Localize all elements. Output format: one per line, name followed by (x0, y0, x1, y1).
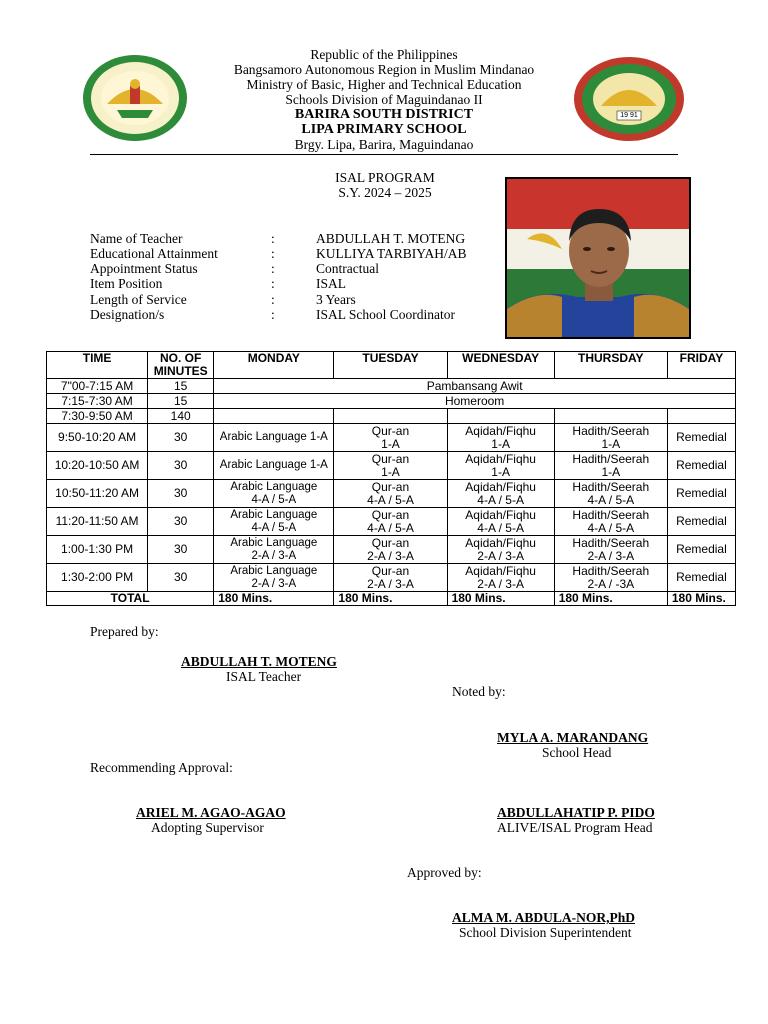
subject: Hadith/Seerah (572, 479, 650, 494)
minutes-cell: 30 (148, 508, 214, 536)
minutes-cell: 140 (148, 409, 214, 424)
section: 2-A / 3-A (477, 576, 524, 591)
section: 1-A (491, 464, 510, 479)
table-row (47, 536, 736, 564)
section: 4-A / 5-A (367, 492, 414, 507)
section: 2-A / 3-A (587, 548, 635, 563)
header-divider (90, 154, 678, 155)
total-monday: 180 Mins. (214, 592, 334, 606)
total-row (47, 592, 736, 606)
recommender-2-role: ALIVE/ISAL Program Head (497, 820, 653, 835)
empty-cell (447, 409, 554, 424)
monday-cell (214, 564, 334, 592)
thursday-cell (554, 508, 667, 536)
tuesday-cell (334, 564, 447, 592)
info-colon: : (271, 246, 275, 261)
subject: Aqidah/Fiqhu (465, 507, 536, 522)
left-school-seal (82, 54, 188, 142)
info-label-education: Educational Attainment (90, 246, 218, 261)
subject: Hadith/Seerah (572, 507, 650, 522)
subject: Qur-an (371, 479, 410, 494)
teacher-photo (505, 177, 691, 339)
info-value-designation: ISAL School Coordinator (316, 307, 455, 322)
col-header-minutes (148, 352, 214, 379)
info-label-appointment: Appointment Status (90, 261, 198, 276)
approved-by-name: ALMA M. ABDULA-NOR,PhD (452, 910, 636, 925)
approved-by-label: Approved by: (407, 865, 482, 880)
header-address: Brgy. Lipa, Barira, Maguindanao (294, 137, 474, 152)
minutes-cell: 30 (148, 536, 214, 564)
section: 2-A / 3-A (367, 576, 414, 591)
wednesday-cell (447, 508, 554, 536)
section: 1-A (491, 436, 510, 451)
minutes-cell: 30 (148, 564, 214, 592)
total-label: TOTAL (47, 592, 214, 606)
wednesday-cell (447, 536, 554, 564)
section: 4-A / 5-A (587, 520, 635, 535)
wednesday-cell (447, 424, 554, 452)
prepared-by-label: Prepared by: (90, 624, 159, 639)
time-cell: 7:30-9:50 AM (47, 409, 148, 424)
subject: Qur-an (371, 507, 410, 522)
info-colon: : (271, 307, 275, 322)
time-cell: 1:30-2:00 PM (47, 564, 148, 592)
table-row (47, 409, 736, 424)
section: 1-A (381, 464, 400, 479)
approved-by-role: School Division Superintendent (459, 925, 632, 940)
table-row (47, 424, 736, 452)
subject: Qur-an (371, 451, 410, 466)
time-cell: 7:15-7:30 AM (47, 394, 148, 409)
friday-cell: Remedial (667, 452, 735, 480)
table-header-row (47, 352, 736, 379)
subject: Hadith/Seerah (572, 535, 650, 550)
friday-cell: Remedial (667, 480, 735, 508)
header-line-republic: Republic of the Philippines (310, 47, 458, 62)
col-header-tuesday: TUESDAY (334, 352, 447, 379)
time-cell: 11:20-11:50 AM (47, 508, 148, 536)
total-tuesday: 180 Mins. (334, 592, 447, 606)
subject: Aqidah/Fiqhu (465, 535, 536, 550)
monday-cell (214, 480, 334, 508)
time-cell: 7"00-7:15 AM (47, 379, 148, 394)
section: 4-A / 5-A (251, 493, 297, 506)
program-title: ISAL PROGRAM (335, 170, 435, 185)
time-cell: 10:20-10:50 AM (47, 452, 148, 480)
time-cell: 9:50-10:20 AM (47, 424, 148, 452)
table-row (47, 394, 736, 409)
section: 4-A / 5-A (477, 492, 524, 507)
section: 2-A / -3A (587, 576, 635, 591)
monday-cell: Arabic Language 1-A (214, 424, 334, 452)
info-colon: : (271, 292, 275, 307)
table-row (47, 564, 736, 592)
noted-by-role: School Head (542, 745, 612, 760)
section: 1-A (601, 464, 621, 479)
header-line-ministry: Ministry of Basic, Higher and Technical Education (246, 77, 522, 92)
subject: Qur-an (371, 535, 410, 550)
section: 2-A / 3-A (251, 549, 297, 562)
subject: Aqidah/Fiqhu (465, 479, 536, 494)
minutes-cell: 30 (148, 452, 214, 480)
noted-by-label: Noted by: (452, 684, 506, 699)
recommending-approval-label: Recommending Approval: (90, 760, 233, 775)
thursday-cell (554, 564, 667, 592)
tuesday-cell (334, 480, 447, 508)
subject: Qur-an (371, 423, 410, 438)
subject: Aqidah/Fiqhu (465, 563, 536, 578)
right-school-seal (573, 56, 685, 142)
section: 4-A / 5-A (367, 520, 414, 535)
monday-cell (214, 508, 334, 536)
info-colon: : (271, 231, 275, 246)
subject: Arabic Language (230, 564, 318, 577)
col-header-thursday: THURSDAY (554, 352, 667, 379)
info-label-item-position: Item Position (90, 276, 163, 291)
col-header-wednesday: WEDNESDAY (447, 352, 554, 379)
section: 4-A / 5-A (587, 492, 635, 507)
info-value-education: KULLIYA TARBIYAH/AB (316, 246, 467, 261)
info-value-appointment: Contractual (316, 261, 379, 276)
table-row (47, 480, 736, 508)
monday-cell: Arabic Language 1-A (214, 452, 334, 480)
thursday-cell (554, 480, 667, 508)
total-wednesday: 180 Mins. (447, 592, 554, 606)
table-row (47, 379, 736, 394)
minutes-cell: 15 (148, 394, 214, 409)
empty-cell (334, 409, 447, 424)
wednesday-cell (447, 452, 554, 480)
section: 1-A (381, 436, 400, 451)
info-colon: : (271, 261, 275, 276)
thursday-cell (554, 452, 667, 480)
monday-cell (214, 536, 334, 564)
friday-cell: Remedial (667, 564, 735, 592)
subject: Arabic Language (230, 536, 318, 549)
table-row (47, 452, 736, 480)
col-header-time: TIME (47, 352, 148, 379)
header-school: LIPA PRIMARY SCHOOL (301, 122, 467, 137)
info-value-name: ABDULLAH T. MOTENG (316, 231, 466, 246)
prepared-by-role: ISAL Teacher (226, 669, 302, 684)
minutes-cell: 15 (148, 379, 214, 394)
table-row (47, 508, 736, 536)
wednesday-cell (447, 564, 554, 592)
col-header-minutes-line2: MINUTES (153, 364, 208, 378)
empty-cell (554, 409, 667, 424)
subject: Hadith/Seerah (572, 423, 650, 438)
minutes-cell: 30 (148, 480, 214, 508)
info-label-designation: Designation/s (90, 307, 165, 322)
col-header-friday: FRIDAY (667, 352, 735, 379)
noted-by-name: MYLA A. MARANDANG (497, 730, 649, 745)
tuesday-cell (334, 536, 447, 564)
subject: Hadith/Seerah (572, 563, 650, 578)
section: 2-A / 3-A (367, 548, 414, 563)
recommender-1-role: Adopting Supervisor (151, 820, 264, 835)
header-line-division: Schools Division of Maguindanao II (285, 92, 483, 107)
friday-cell: Remedial (667, 508, 735, 536)
time-cell: 1:00-1:30 PM (47, 536, 148, 564)
thursday-cell (554, 536, 667, 564)
prepared-by-name: ABDULLAH T. MOTENG (181, 654, 337, 669)
info-label-name: Name of Teacher (90, 231, 183, 246)
empty-cell (214, 409, 334, 424)
right-seal-year: 19 91 (620, 112, 638, 119)
recommender-2-name: ABDULLAHATIP P. PIDO (497, 805, 655, 820)
program-title-block (290, 170, 480, 200)
total-friday: 180 Mins. (667, 592, 735, 606)
program-school-year: S.Y. 2024 – 2025 (338, 185, 432, 200)
col-header-monday: MONDAY (214, 352, 334, 379)
col-header-minutes-line1: NO. OF (160, 351, 202, 365)
header-line-region: Bangsamoro Autonomous Region in Muslim Mindanao (233, 62, 535, 77)
subject: Aqidah/Fiqhu (465, 423, 536, 438)
section: 2-A / 3-A (251, 577, 297, 590)
section: 4-A / 5-A (477, 520, 524, 535)
header-district: BARIRA SOUTH DISTRICT (294, 107, 474, 122)
activity-cell: Homeroom (214, 394, 736, 409)
section: 4-A / 5-A (251, 521, 297, 534)
wednesday-cell (447, 480, 554, 508)
subject: Hadith/Seerah (572, 451, 650, 466)
minutes-cell: 30 (148, 424, 214, 452)
time-cell: 10:50-11:20 AM (47, 480, 148, 508)
schedule-table (46, 351, 736, 606)
info-value-service: 3 Years (316, 292, 356, 307)
subject: Arabic Language (230, 508, 318, 521)
document-header (180, 47, 588, 152)
total-thursday: 180 Mins. (554, 592, 667, 606)
tuesday-cell (334, 452, 447, 480)
subject: Aqidah/Fiqhu (465, 451, 536, 466)
subject: Qur-an (371, 563, 410, 578)
section: 2-A / 3-A (477, 548, 524, 563)
activity-cell: Pambansang Awit (214, 379, 736, 394)
info-label-service: Length of Service (90, 292, 187, 307)
tuesday-cell (334, 508, 447, 536)
info-value-item-position: ISAL (316, 276, 346, 291)
info-colon: : (271, 276, 275, 291)
tuesday-cell (334, 424, 447, 452)
friday-cell: Remedial (667, 424, 735, 452)
friday-cell: Remedial (667, 536, 735, 564)
section: 1-A (601, 436, 621, 451)
recommender-1-name: ARIEL M. AGAO-AGAO (136, 805, 286, 820)
thursday-cell (554, 424, 667, 452)
subject: Arabic Language (230, 480, 318, 493)
empty-cell (667, 409, 735, 424)
